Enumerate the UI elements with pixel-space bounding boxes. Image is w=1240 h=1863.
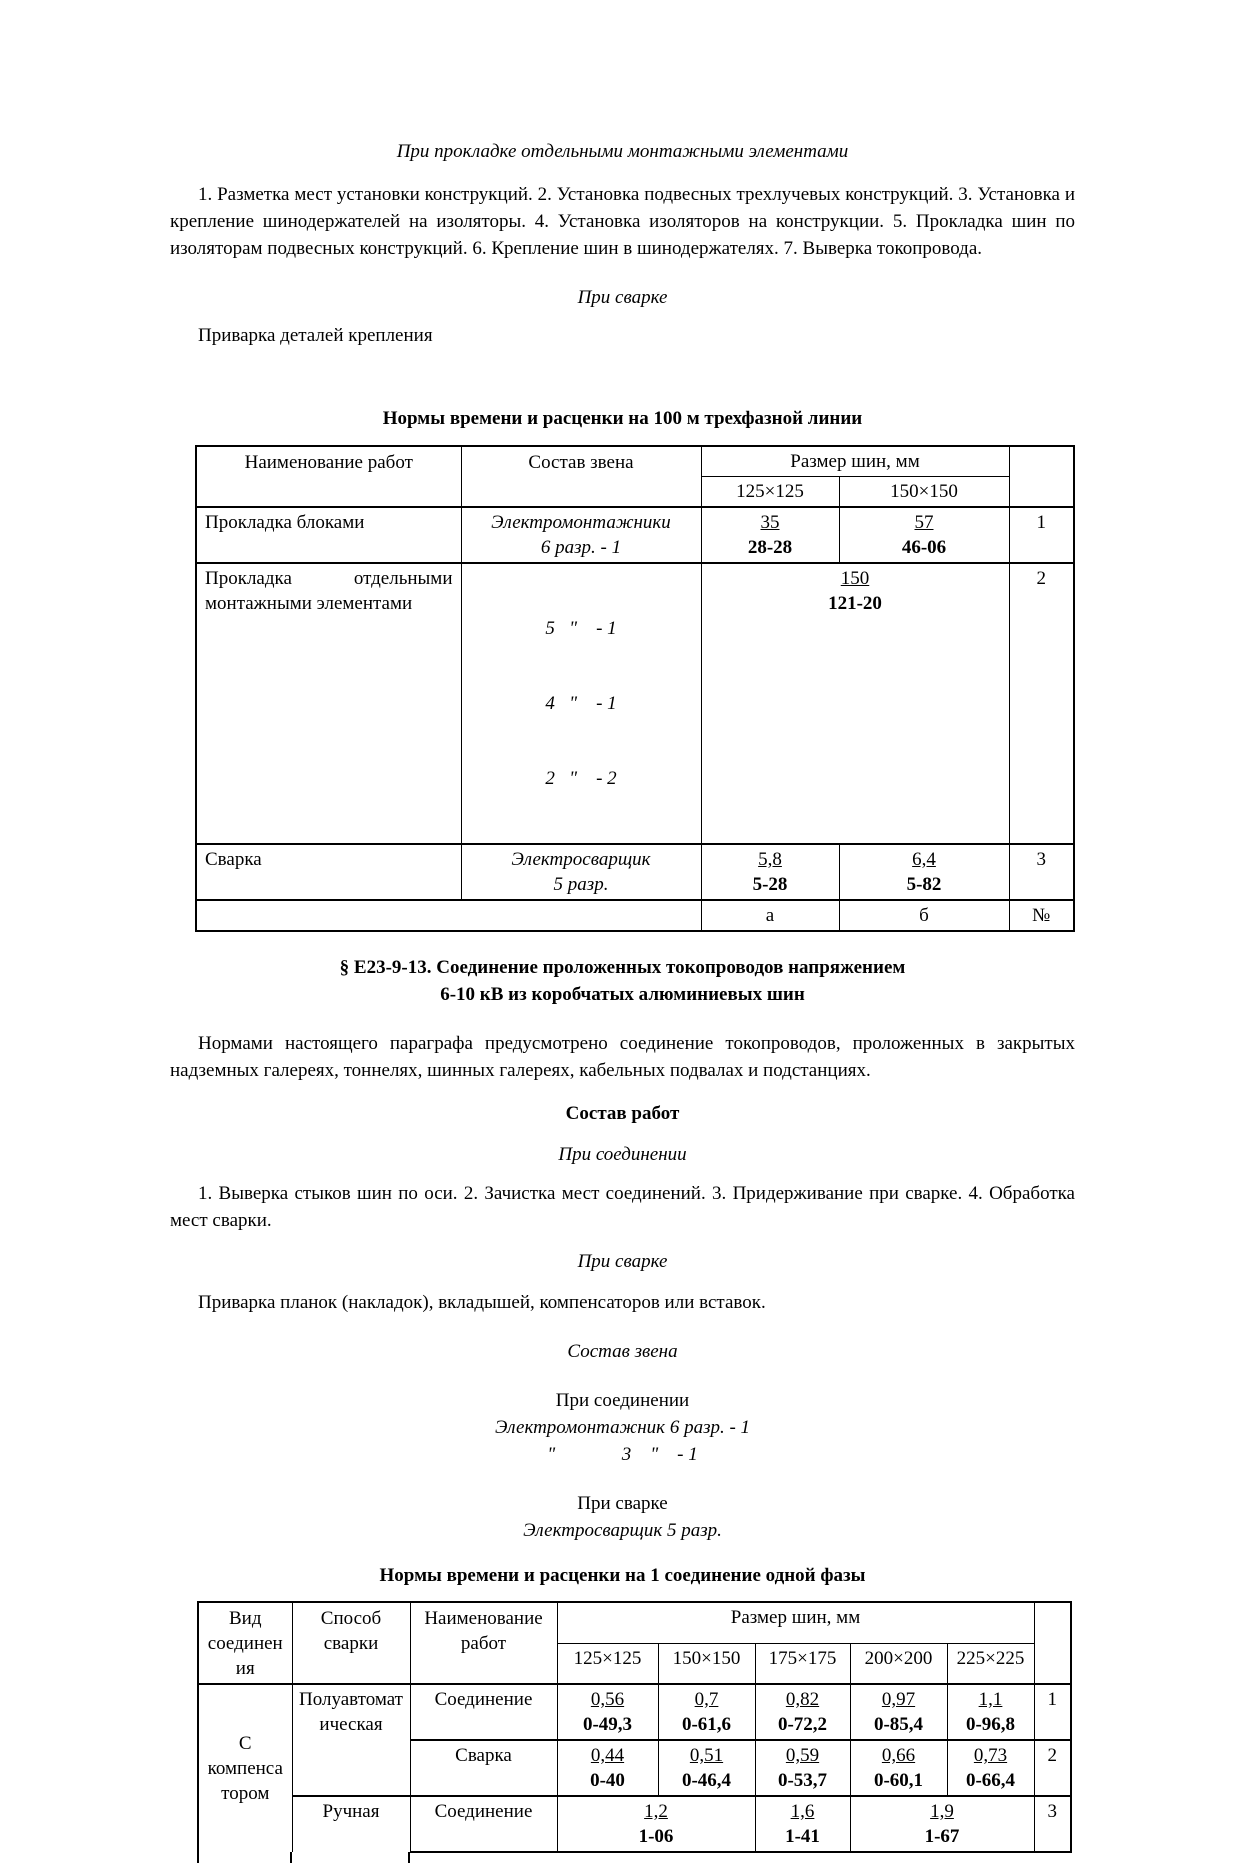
rate: 0-53,7 [777, 1770, 828, 1791]
t2-joint-type-cell: С компенсатором [198, 1684, 292, 1852]
t2-header-empty [1034, 1602, 1071, 1684]
heading-crew-composition: Состав звена [567, 1341, 678, 1362]
t1-row3-crew [461, 844, 701, 900]
paragraph-joining-steps: 1. Выверка стыков шин по оси. 2. Зачистка мест соединений. 3. Придерживание при сварке. 4. Обработка мест сварки. [170, 1183, 1075, 1231]
t2-row1-val-125 [557, 1684, 658, 1740]
t1-row1-num: 1 [1009, 507, 1074, 563]
t2-method-semi-cell: Полуавтоматическая [292, 1684, 410, 1796]
t2-header-size-group: Размер шин, мм [557, 1602, 1034, 1643]
section-title-line2: 6-10 кВ из коробчатых алюминиевых шин [440, 984, 805, 1005]
t2-row2-val-175 [755, 1740, 850, 1796]
t2-header-size-175: 175×175 [755, 1643, 850, 1684]
rate: 0-46,4 [681, 1770, 732, 1791]
t2-row2-num: 2 [1034, 1740, 1071, 1796]
table-norms-100m [195, 445, 1075, 932]
rate: 46-06 [901, 537, 947, 558]
rate: 5-82 [906, 874, 942, 895]
rate: 0-60,1 [873, 1770, 924, 1791]
t1-header-crew: Состав звена [461, 446, 701, 507]
t2-row1-val-225 [947, 1684, 1034, 1740]
heading-works-composition: Состав работ [565, 1103, 680, 1124]
crew-joining-block [170, 1387, 1075, 1468]
table1-title: Нормы времени и расценки на 100 м трехфазной линии [382, 408, 863, 429]
t1-footer-num: № [1009, 900, 1074, 931]
rate: 0-49,3 [582, 1714, 633, 1735]
time-norm: 0,73 [973, 1745, 1008, 1766]
table-row [196, 507, 1074, 563]
t2-row1-work: Соединение [410, 1684, 557, 1740]
t2-header-joint-type: Вид соединения [198, 1602, 292, 1684]
crew-joining-line1: Электромонтажник 6 разр. - 1 [494, 1417, 751, 1438]
crew-line: 5 " - 1 [545, 618, 617, 639]
time-norm: 150 [840, 568, 870, 589]
time-norm: 1,9 [930, 1801, 954, 1822]
crew-welding-line: Электросварщик 5 разр. [523, 1520, 722, 1541]
t2-header-size-125: 125×125 [557, 1643, 658, 1684]
t2-row2-val-200 [850, 1740, 947, 1796]
rate: 28-28 [747, 537, 793, 558]
subheading-joining: При соединении [558, 1144, 687, 1165]
table-row [196, 563, 1074, 844]
time-norm: 1,6 [790, 1801, 815, 1822]
t1-header-size-150: 150×150 [839, 477, 1009, 508]
crew-joining-line2: " 3 " - 1 [547, 1444, 698, 1465]
t1-row1-val-125 [701, 507, 839, 563]
rate: 1-67 [924, 1826, 960, 1847]
t2-row1-val-150 [658, 1684, 755, 1740]
rate: 1-06 [638, 1826, 674, 1847]
t2-row2-val-125 [557, 1740, 658, 1796]
crew-line: Электросварщик [511, 849, 651, 870]
crew-welding-label: При сварке [577, 1493, 668, 1514]
section-title-e23-9-13 [170, 954, 1075, 1008]
t1-header-size-125: 125×125 [701, 477, 839, 508]
table-row [198, 1796, 1071, 1852]
section-title-line1: § Е23-9-13. Соединение проложенных токопроводов напряжением [339, 957, 906, 978]
t2-header-weld-method: Способ сварки [292, 1602, 410, 1684]
rate: 0-66,4 [965, 1770, 1016, 1791]
table2-title: Нормы времени и расценки на 1 соединение одной фазы [379, 1565, 866, 1586]
t2-row2-work: Сварка [410, 1740, 557, 1796]
t2-row2-val-225 [947, 1740, 1034, 1796]
t1-row1-work: Прокладка блоками [196, 507, 461, 563]
t2-method-manual-cell: Ручная [292, 1796, 410, 1852]
time-norm: 0,59 [785, 1745, 820, 1766]
t1-row3-num: 3 [1009, 844, 1074, 900]
subheading-laying-separate-elements: При прокладке отдельными монтажными элементами [396, 141, 849, 162]
time-norm: 0,56 [590, 1689, 625, 1710]
table-continuation-stub [290, 1852, 292, 1863]
t1-row3-val-125 [701, 844, 839, 900]
t1-row3-val-150 [839, 844, 1009, 900]
t2-row3-num: 3 [1034, 1796, 1071, 1852]
t1-row2-crew [461, 563, 701, 844]
subheading-welding-2: При сварке [577, 1251, 668, 1272]
t1-row2-num: 2 [1009, 563, 1074, 844]
time-norm: 0,44 [590, 1745, 625, 1766]
t2-header-size-200: 200×200 [850, 1643, 947, 1684]
time-norm: 5,8 [758, 849, 782, 870]
t1-footer-a: а [701, 900, 839, 931]
t2-row1-num: 1 [1034, 1684, 1071, 1740]
table-footer-row [196, 900, 1074, 931]
table-continuation-stub [408, 1852, 410, 1863]
t2-row3-val-175 [755, 1796, 850, 1852]
subheading-welding-1: При сварке [577, 287, 668, 308]
t1-header-size-group: Размер шин, мм [701, 446, 1009, 477]
t1-header-empty [1009, 446, 1074, 507]
t1-row1-crew [461, 507, 701, 563]
t1-footer-empty [196, 900, 701, 931]
t2-row3-work: Соединение [410, 1796, 557, 1852]
time-norm: 1,2 [644, 1801, 668, 1822]
t2-header-size-225: 225×225 [947, 1643, 1034, 1684]
note-welding-2: Приварка планок (накладок), вкладышей, компенсаторов или вставок. [198, 1292, 766, 1313]
table-norms-joint [197, 1601, 1072, 1853]
t2-row3-val-200-225 [850, 1796, 1034, 1852]
t1-header-work: Наименование работ [196, 446, 461, 507]
rate: 0-85,4 [873, 1714, 924, 1735]
paragraph-scope: Нормами настоящего параграфа предусмотрено соединение токопроводов, проложенных в закрытых надземных галереях, тоннелях, шинных галереях, кабельных подвалах и подстанциях. [170, 1033, 1075, 1081]
t1-row2-val-merged [701, 563, 1009, 844]
time-norm: 0,66 [881, 1745, 916, 1766]
t1-footer-b: б [839, 900, 1009, 931]
table2-wrapper [197, 1601, 1070, 1853]
t2-header-work: Наименование работ [410, 1602, 557, 1684]
rate: 0-61,6 [681, 1714, 732, 1735]
t2-header-size-150: 150×150 [658, 1643, 755, 1684]
time-norm: 0,51 [689, 1745, 724, 1766]
table-row [198, 1684, 1071, 1740]
paragraph-laying-steps: 1. Разметка мест установки конструкций. 2. Установка подвесных трехлучевых конструкций. 3. Установка и крепление шинодержателей на изоляторы. 4. Установка изоляторов на конструкции. 5. Прокладка шин по изоляторам подвесных конструкций. 6. Крепление шин в шинодержателях. 7. Выверка токопровода. [170, 184, 1075, 259]
rate: 0-72,2 [777, 1714, 828, 1735]
crew-welding-block [170, 1490, 1075, 1544]
t1-row3-work: Сварка [196, 844, 461, 900]
time-norm: 6,4 [912, 849, 936, 870]
t2-row1-val-200 [850, 1684, 947, 1740]
t1-row2-work: Прокладка отдельными монтажными элементами [196, 563, 461, 844]
table-row [196, 844, 1074, 900]
t2-row1-val-175 [755, 1684, 850, 1740]
rate: 1-41 [785, 1826, 820, 1847]
time-norm: 0,82 [785, 1689, 820, 1710]
time-norm: 1,1 [978, 1689, 1003, 1710]
table-continuation-stub [197, 1852, 199, 1863]
time-norm: 0,7 [694, 1689, 719, 1710]
time-norm: 57 [914, 512, 934, 533]
crew-line: Электромонтажники [491, 512, 671, 533]
t2-row3-val-125-150 [557, 1796, 755, 1852]
t2-row2-val-150 [658, 1740, 755, 1796]
crew-line: 6 разр. - 1 [540, 537, 622, 558]
rate: 0-96,8 [965, 1714, 1016, 1735]
t1-row1-val-150 [839, 507, 1009, 563]
rate: 0-40 [590, 1770, 625, 1791]
crew-joining-label: При соединении [555, 1390, 690, 1411]
time-norm: 0,97 [881, 1689, 916, 1710]
note-welding-1: Приварка деталей крепления [198, 325, 433, 346]
rate: 5-28 [752, 874, 788, 895]
crew-line: 5 разр. [553, 874, 609, 895]
rate: 121-20 [828, 593, 882, 614]
crew-line: 4 " - 1 [545, 693, 617, 714]
time-norm: 35 [760, 512, 780, 533]
crew-line: 2 " - 2 [545, 768, 617, 789]
